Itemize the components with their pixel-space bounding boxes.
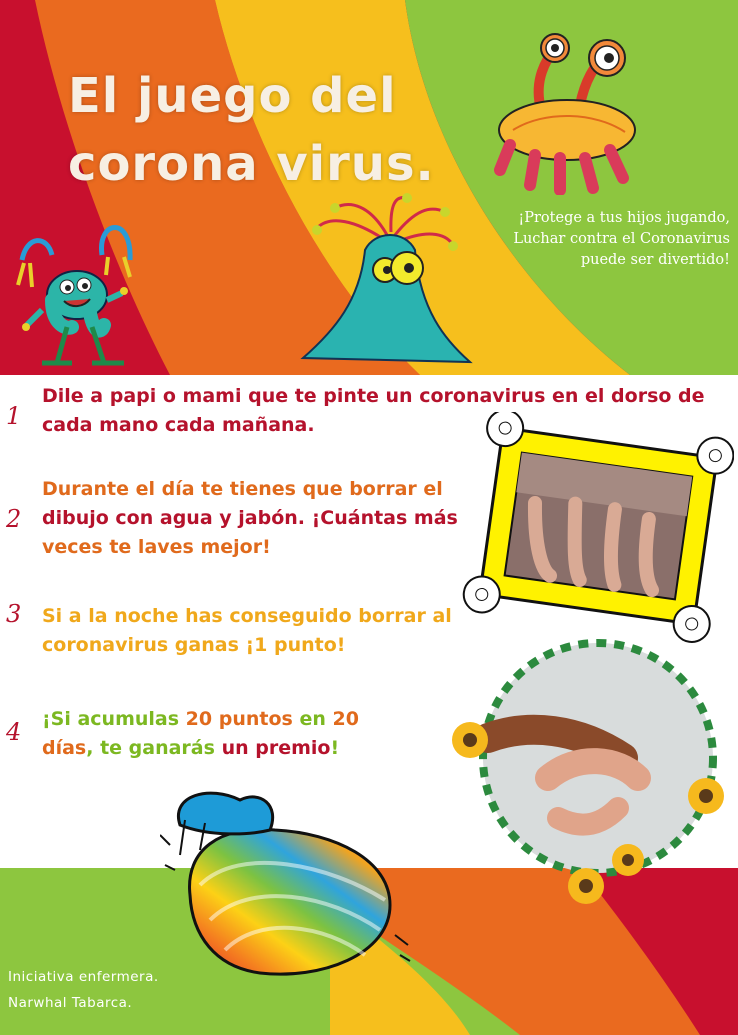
sunflower-icon <box>612 844 644 876</box>
sunflower-icon <box>568 868 604 904</box>
teal-tentacle-virus-icon <box>295 190 480 375</box>
poster-title <box>68 62 435 198</box>
footer <box>8 964 159 1016</box>
step-3-line-1: Si a la noche has conseguido borrar al <box>42 605 452 627</box>
step-4-part-3: en <box>299 708 333 730</box>
hands-photo-frame <box>462 412 734 646</box>
sunflower-icon <box>452 722 488 758</box>
orange-eyed-crab-virus-icon <box>485 30 645 195</box>
step-1-line-1: Dile a papi o mami que te pinte un coronavirus en el dorso de <box>42 385 705 407</box>
step-4-part-1: ¡Si acumulas <box>42 708 186 730</box>
green-dancing-virus-icon <box>12 215 152 375</box>
step-4-part-8: ! <box>330 737 340 759</box>
step-4-part-5: días <box>42 737 87 759</box>
tagline-line-2: Luchar contra el Coronavirus <box>513 231 730 247</box>
tagline-line-1: ¡Protege a tus hijos jugando, <box>518 210 730 226</box>
step-2-number: 2 <box>6 505 22 533</box>
step-4-number: 4 <box>6 718 22 746</box>
step-2-line-1: Durante el día te tienes que borrar el <box>42 478 443 500</box>
rainbow-prize-bag-icon <box>160 775 420 985</box>
title-line-1: El juego del <box>68 68 397 124</box>
step-2-text <box>42 475 458 562</box>
title-line-2: corona virus. <box>68 136 435 192</box>
step-4-text <box>42 705 359 763</box>
step-1-number: 1 <box>6 402 22 430</box>
tagline-line-3: puede ser divertido! <box>580 252 730 268</box>
step-2-line-3: veces te laves mejor! <box>42 536 271 558</box>
footer-line-1: Iniciativa enfermera. <box>8 969 159 985</box>
step-3-number: 3 <box>6 600 22 628</box>
sunflower-icon <box>688 778 724 814</box>
step-4-part-7: un premio <box>221 737 331 759</box>
step-4-part-4: 20 <box>332 708 359 730</box>
step-3-text <box>42 602 452 660</box>
handwashing-photo-frame <box>448 628 732 918</box>
step-1-line-2: cada mano cada mañana. <box>42 414 315 436</box>
step-2-line-2: dibujo con agua y jabón. ¡Cuántas más <box>42 507 458 529</box>
step-3-line-2: coronavirus ganas ¡1 punto! <box>42 634 346 656</box>
step-4-part-6: , te ganarás <box>86 737 222 759</box>
step-4-part-2: 20 puntos <box>185 708 300 730</box>
footer-line-2: Narwhal Tabarca. <box>8 995 133 1011</box>
